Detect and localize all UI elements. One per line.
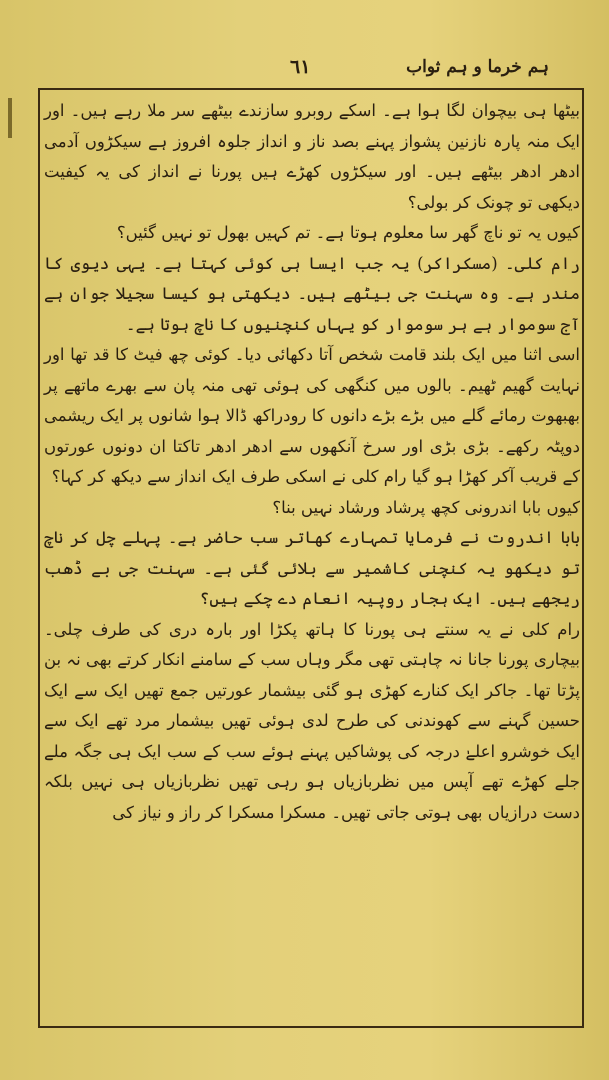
paragraph: کیوں بابا اندرونی کچھ پرشاد ورشاد نہیں بنا؟: [272, 497, 580, 517]
paragraph: بیٹھا ہی بیچوان لگا ہوا ہے۔ اسکے روبرو سازندے بیٹھے سر ملا رہے ہیں۔ اور ایک منہ پارہ نازنین پشواز پہنے بصد ناز و انداز جلوہ افروز ہے سیکڑوں آدمی ادھر ادھر بیٹھے ہیں۔ اور سیکڑوں کھڑے ہیں پورنا نے انداز کی یہ کیفیت دیکھی تو چونک کر بولی؟: [44, 101, 580, 212]
paragraph: رام کلی۔ (مسکراکر) یہ جب ایسا ہی کوئی کہتا ہے۔ یہی دیوی کا مندر ہے۔ وہ سہنت جی بیٹھے ہیں۔ دیکھتی ہو کیسا سجیلا جوان ہے آج سوموار ہے ہر سوموار کو یہاں کنچنیوں کا ناچ ہوتا ہے۔: [44, 253, 580, 334]
body-text: [44, 96, 580, 828]
paragraph: رام کلی نے یہ سنتے ہی پورنا کا ہاتھ پکڑا اور بارہ دری کی طرف چلی۔ بیچاری پورنا جانا نہ چاہتی تھی مگر وہاں سب کے سامنے انکار کرتے بھی نہ بن پڑتا تھا۔ جاکر ایک کنارے کھڑی ہو گئی بیشمار عورتیں جمع تھیں ایک سے ایک حسین گہنے سے کھوندنی کی طرح لدی ہوئی تھیں بیشمار مرد تھے ایک سے ایک خوشرو اعلےٰ درجہ کی پوشاکیں پہنے ہوئے سب کے سب ایک ہی جگہ ملے جلے کھڑے تھے آپس میں نظربازیاں ہو رہی تھیں نظربازیاں ہی نہیں بلکہ دست درازیاں بھی ہوتی جاتی تھیں۔ مسکرا مسکرا کر راز و نیاز کی: [44, 619, 580, 822]
page-edge-mark: [8, 98, 12, 138]
paragraph: بابا اندروت نے فرمایا تمہارے کھاتر سب حاضر ہے۔ پہلے چل کر ناچ تو دیکھو یہ کنچنی کاشمیر سے بلائی گئی ہے۔ سہنت جی بے ڈھب ریجھے ہیں۔ ایک ہجار روپیہ انعام دے چکے ہیں؟: [44, 528, 580, 608]
page-number: ٦١: [290, 56, 311, 78]
paragraph: کیوں یہ تو ناچ گھر سا معلوم ہوتا ہے۔ تم کہیں بھول تو نہیں گئیں؟: [116, 223, 580, 242]
page-header: [0, 56, 609, 86]
running-title: ہم خرما و ہم ثواب: [406, 57, 549, 77]
paragraph: اسی اثنا میں ایک بلند قامت شخص آتا دکھائی دیا۔ کوئی چھ فیٹ کا قد تھا اور نہایت گھیم ٹھیم۔ بالوں میں کنگھی کی ہوئی تھی منہ پان سے بھرے ماتھے پر بھبھوت رمائے گلے میں بڑے بڑے دانوں کا رودراکھ ڈالا ہوا شانوں پر ایک ریشمی دوپٹہ رکھے۔ بڑی بڑی اور سرخ آنکھوں سے ادھر ادھر تاکتا ان دونوں عورتوں کے قریب آکر کھڑا ہو گیا رام کلی نے اسکی طرف ایک انداز سے دیکھ کر کہا؟: [44, 345, 580, 486]
